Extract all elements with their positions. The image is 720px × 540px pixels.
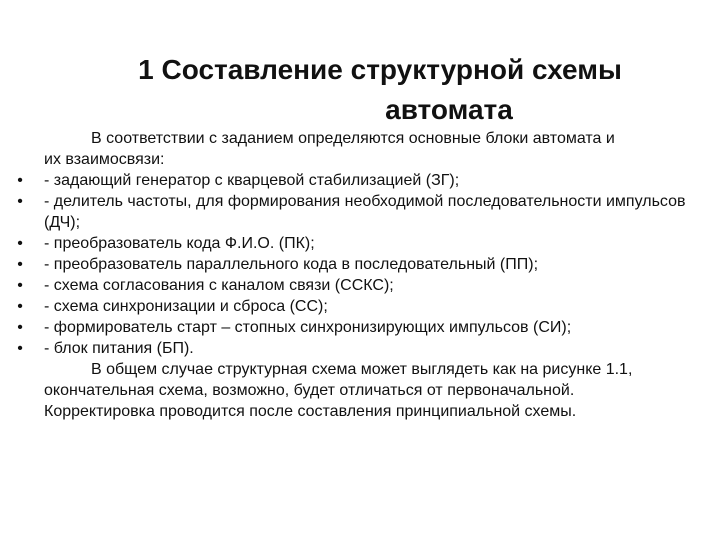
bullet-icon: • <box>17 172 23 189</box>
block-list-item <box>17 275 708 296</box>
bullet-icon: • <box>17 235 23 252</box>
block-list-item <box>17 191 708 233</box>
block-list-item-text: - блок питания (БП). <box>44 340 194 357</box>
block-list-item-text: - задающий генератор с кварцевой стабилизацией (ЗГ); <box>44 172 460 189</box>
block-list-item-text: - схема синхронизации и сброса (СС); <box>44 298 328 315</box>
block-list-item-text: - делитель частоты, для формирования необходимой последовательности импульсов (ДЧ); <box>44 193 686 231</box>
block-list-item <box>17 338 708 359</box>
bullet-icon: • <box>17 298 23 315</box>
block-list-item-text: - преобразователь кода Ф.И.О. (ПК); <box>44 235 315 252</box>
block-list-item-text: - схема согласования с каналом связи (ССКС); <box>44 277 394 294</box>
intro-line-1: В соответствии с заданием определяются основные блоки автомата и <box>91 130 615 147</box>
conclusion-paragraph <box>44 359 708 422</box>
bullet-icon: • <box>17 193 23 210</box>
slide-title-line-2: автомата <box>385 93 513 125</box>
block-list-item-text: - формирователь старт – стопных синхронизирующих импульсов (СИ); <box>44 319 572 336</box>
block-list-item <box>17 296 708 317</box>
slide-body <box>17 128 708 422</box>
block-list-item-text: - преобразователь параллельного кода в последовательный (ПП); <box>44 256 539 273</box>
slide-title-line-1: 1 Составление структурной схемы <box>138 53 622 85</box>
bullet-icon: • <box>17 277 23 294</box>
slide-title <box>60 50 700 130</box>
block-list-item <box>17 170 708 191</box>
bullet-icon: • <box>17 319 23 336</box>
bullet-icon: • <box>17 256 23 273</box>
conclusion-line-1: В общем случае структурная схема может выглядеть как на рисунке 1.1, <box>91 361 633 378</box>
conclusion-line-2: окончательная схема, возможно, будет отличаться от первоначальной. <box>44 382 575 399</box>
block-list <box>17 170 708 359</box>
block-list-item <box>17 233 708 254</box>
block-list-item <box>17 317 708 338</box>
intro-paragraph <box>44 128 708 170</box>
bullet-icon: • <box>17 340 23 357</box>
intro-line-2: их взаимосвязи: <box>44 151 165 168</box>
conclusion-line-3: Корректировка проводится после составления принципиальной схемы. <box>44 403 577 420</box>
block-list-item <box>17 254 708 275</box>
